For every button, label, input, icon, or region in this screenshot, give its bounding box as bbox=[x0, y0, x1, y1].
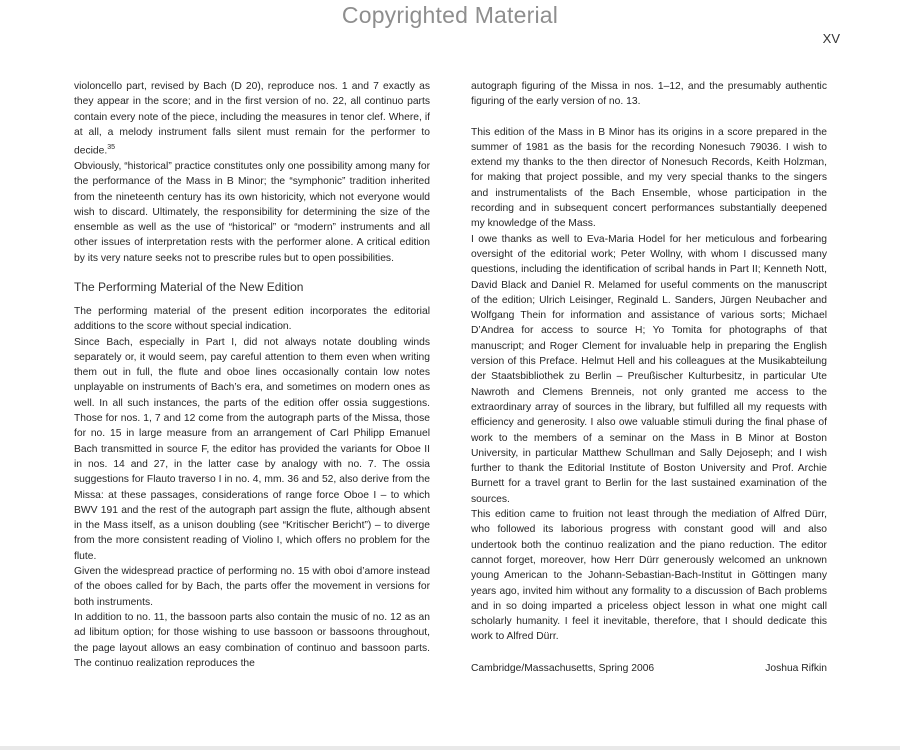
page-bottom-edge bbox=[0, 746, 900, 750]
copyright-watermark: Copyrighted Material bbox=[341, 2, 559, 28]
right-column bbox=[471, 79, 827, 676]
paragraph: Obviously, “historical” practice constitutes only one possibility among many for the performance of the Mass in B Minor; the “symphonic” tradition inherited from the nineteenth century has its own historicity, which not everyone would wish to discard. Ultimately, the responsibility for determining the size of the ensemble as well as the use of “historical” or “modern” instruments and all other issues of interpretation rests with the performer alone. A critical edition by its very nature seeks not to prescribe rules but to open possibilities. bbox=[74, 160, 430, 264]
paragraph: Given the widespread practice of performing no. 15 with oboi d’amore instead of the oboes called for by Bach, the parts offer the movement in versions for both instruments. bbox=[74, 566, 430, 608]
paragraph: This edition came to fruition not least through the mediation of Alfred Dürr, who followed its laborious progress with constant good will and also undertook both the continuo realization and the piano reduction. The editor cannot forget, moreover, how Herr Dürr generously welcomed an unknown young American to the Johann-Sebastian-Bach-Institut in Göttingen many years ago, invited him without any formality to a discussion of Bach problems and in so doing imparted a priceless object lesson in what one might call scholarly humanity. I feel it inevitable, therefore, that I should dedicate this work to Alfred Dürr. bbox=[471, 509, 827, 643]
page-number: XV bbox=[822, 31, 840, 46]
section-heading: The Performing Material of the New Edition bbox=[74, 279, 304, 294]
paragraph: autograph figuring of the Missa in nos. 1–12, and the presumably authentic figuring of the early version of no. 13. bbox=[471, 81, 827, 108]
place-date: Cambridge/Massachusetts, Spring 2006 bbox=[471, 662, 655, 674]
paragraph: violoncello part, revised by Bach (D 20), reproduce nos. 1 and 7 exactly as they appear in the score; and in the first version of no. 22, all continuo parts contain every note of the piece, including the measures in tenor clef. Where, if at all, a melody instrument falls silent must remain for the performer to decide.$^{35}$ bbox=[74, 81, 430, 157]
paragraph: I owe thanks as well to Eva-Maria Hodel for her meticulous and forbearing oversight of the editorial work; Peter Wollny, with whom I discussed many questions, including the identification of scribal hands in Part II; Kenneth Nott, David Black and Daniel R. Melamed for useful comments on the manuscript of the edition; Ulrich Leisinger, Reginald L. Sanders, Jürgen Neubacher and Wolfgang Thein for information and assistance of various sorts; Michael D’Andrea for access to source H; Yo Tomita for photographs of that manuscript; and Roger Clement for invaluable help in preparing the English version of this Preface. Helmut Hell and his colleagues at the Musikabteilung der Staatsbibliothek zu Berlin – Preußischer Kulturbesitz, in particular Ute Nawroth and Clemens Brenneis, not only granted me access to the extraordinary array of sources in the library, but fulfilled all my requests with efficiency and generosity. I also owe valuable stimuli during the final phase of work to the members of a seminar on the Mass in B Minor at Boston University, in particular Matthew Schullman and Sally Dejoseph; and I wish further to thank the Editorial Institute of Boston University and Prof. Archie Burnett for a travel grant to Berlin for the last sustained examination of the sources. bbox=[471, 233, 827, 505]
paragraph: In addition to no. 11, the bassoon parts also contain the music of no. 12 as an ad libitum option; for those wishing to use bassoon or bassoons throughout, the page layout allows an easy combination of continuo and bassoon parts. The continuo realization reproduces the bbox=[74, 611, 430, 669]
signature-line bbox=[471, 661, 827, 676]
author-name: Joshua Rifkin bbox=[765, 662, 827, 674]
paragraph: Since Bach, especially in Part I, did not always notate doubling winds separately or, it would seem, pay careful attention to them even when writing them out in full, the flute and oboe lines occasionally contain low notes unplayable on instruments of Bach’s era, and sometimes on modern ones as well. In all such instances, the parts of the edition offer ossia suggestions. Those for nos. 1, 7 and 12 come from the autograph parts of the Missa, those for no. 15 in large measure from an arrangement of Carl Philipp Emanuel Bach transmitted in source F, the editor has provided the variants for Oboe II in nos. 14 and 27, in the latter case by analogy with no. 7. The ossia suggestions for Flauto traverso I in no. 4, mm. 36 and 52, also derive from the Missa: at these passages, considerations of range force Oboe I – to which BWV 191 and the rest of the autograph part assign the flute, although absent in the Mass itself, as a unison doubling (see “Kritischer Bericht”) – to diverge from the more consistent reading of Violino I, which offers no problem for the flute. bbox=[74, 336, 430, 562]
left-column bbox=[74, 79, 430, 671]
paragraph: The performing material of the present edition incorporates the editorial additions to the score without special indication. bbox=[74, 305, 430, 333]
footnote-reference: 35 bbox=[107, 144, 116, 152]
paragraph: This edition of the Mass in B Minor has its origins in a score prepared in the summer of 1981 as the basis for the recording Nonesuch 79036. I wish to extend my thanks to the then director of Nonesuch Records, Keith Holzman, for making that project possible, and my very special thanks to the singers and instrumentalists of the Bach Ensemble, whose participation in the recording and in subsequent concert performances substantially deepened my knowledge of the Mass. bbox=[471, 126, 827, 230]
